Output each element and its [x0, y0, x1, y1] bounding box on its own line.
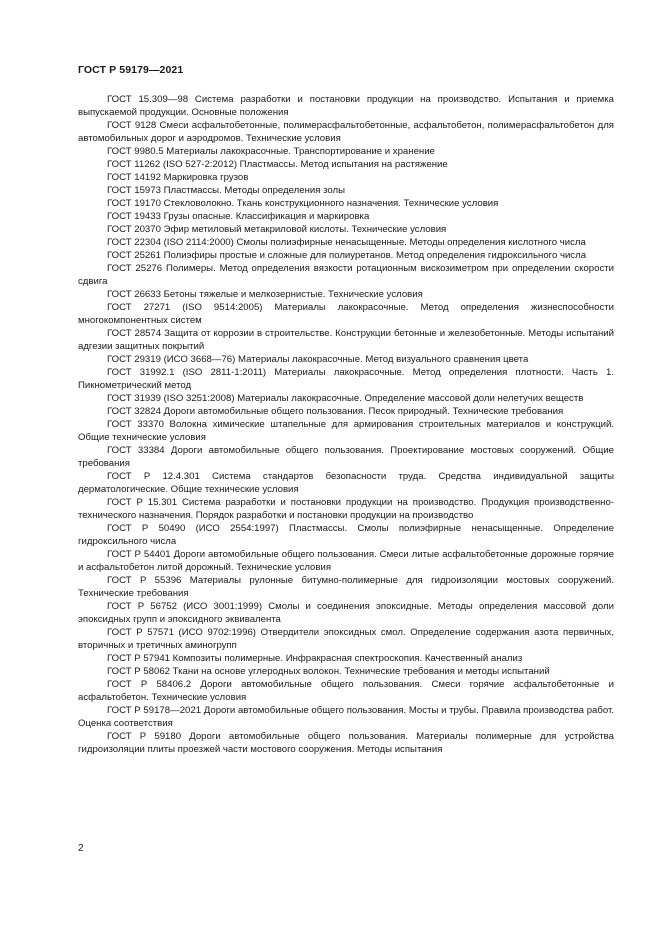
- document-header: ГОСТ Р 59179—2021: [78, 64, 184, 76]
- reference-entry: ГОСТ 26633 Бетоны тяжелые и мелкозернистые. Технические условия: [107, 289, 423, 300]
- reference-entry: ГОСТ 25261 Полиэфиры простые и сложные для полиуретанов. Метод определения гидроксильного числа: [107, 250, 587, 261]
- normative-references-list: [78, 93, 614, 756]
- reference-entry: ГОСТ Р 57571 (ИСО 9702:1996) Отвердители эпоксидных смол. Определение содержания азота первичных, вторичных и третичных аминогрупп: [78, 627, 614, 651]
- reference-entry: ГОСТ 9128 Смеси асфальтобетонные, полимерасфальтобетонные, асфальтобетон, полимерасфальтобетон для автомобильных дорог и аэродромов. Технические условия: [78, 120, 614, 144]
- reference-entry: ГОСТ 9980.5 Материалы лакокрасочные. Транспортирование и хранение: [107, 146, 435, 157]
- reference-entry: ГОСТ 15973 Пластмассы. Методы определения золы: [107, 185, 346, 196]
- reference-entry: ГОСТ 32824 Дороги автомобильные общего пользования. Песок природный. Технические требования: [107, 406, 564, 417]
- reference-entry: ГОСТ Р 50490 (ИСО 2554:1997) Пластмассы. Смолы полиэфирные ненасыщенные. Определение гидроксильного числа: [78, 523, 614, 547]
- reference-entry: ГОСТ Р 58062 Ткани на основе углеродных волокон. Технические требования и методы испытаний: [107, 666, 550, 677]
- reference-entry: ГОСТ Р 59180 Дороги автомобильные общего пользования. Материалы полимерные для устройства гидроизоляции плиты проезжей части мостового сооружения. Методы испытания: [78, 731, 614, 755]
- reference-entry: ГОСТ 19170 Стекловолокно. Ткань конструкционного назначения. Технические условия: [107, 198, 499, 209]
- reference-entry: ГОСТ 25276 Полимеры. Метод определения вязкости ротационным вискозиметром при определении скорости сдвига: [78, 263, 614, 287]
- reference-entry: ГОСТ 28574 Защита от коррозии в строительстве. Конструкции бетонные и железобетонные. Методы испытаний адгезии защитных покрытий: [78, 328, 614, 352]
- reference-entry: ГОСТ Р 56752 (ИСО 3001:1999) Смолы и соединения эпоксидные. Методы определения массовой доли эпоксидных групп и эпоксидного эквивалента: [78, 601, 614, 625]
- reference-entry: ГОСТ Р 12.4.301 Система стандартов безопасности труда. Средства индивидуальной защиты дерматологические. Общие технические условия: [78, 471, 614, 495]
- reference-entry: ГОСТ 22304 (ISO 2114:2000) Смолы полиэфирные ненасыщенные. Методы определения кислотного числа: [107, 237, 586, 248]
- reference-entry: ГОСТ 33370 Волокна химические штапельные для армирования строительных материалов и конструкций. Общие технические условия: [78, 419, 614, 443]
- reference-entry: ГОСТ 29319 (ИСО 3668—76) Материалы лакокрасочные. Метод визуального сравнения цвета: [107, 354, 529, 365]
- reference-entry: ГОСТ 20370 Эфир метиловый метакриловой кислоты. Технические условия: [107, 224, 447, 235]
- reference-entry: ГОСТ 11262 (ISO 527-2:2012) Пластмассы. Метод испытания на растяжение: [107, 159, 448, 170]
- reference-entry: ГОСТ Р 55396 Материалы рулонные битумно-полимерные для гидроизоляции мостовых сооружений. Технические требования: [78, 575, 614, 599]
- reference-entry: ГОСТ Р 57941 Композиты полимерные. Инфракрасная спектроскопия. Качественный анализ: [107, 653, 523, 664]
- reference-entry: ГОСТ Р 59178—2021 Дороги автомобильные общего пользования. Мосты и трубы. Правила производства работ. Оценка соответствия: [78, 705, 614, 729]
- reference-entry: ГОСТ 31939 (ISO 3251:2008) Материалы лакокрасочные. Определение массовой доли нелетучих веществ: [107, 393, 584, 404]
- reference-entry: ГОСТ 27271 (ISO 9514:2005) Материалы лакокрасочные. Метод определения жизнеспособности многокомпонентных систем: [78, 302, 614, 326]
- reference-entry: ГОСТ Р 54401 Дороги автомобильные общего пользования. Смеси литые асфальтобетонные дорожные горячие и асфальтобетон литой дорожный. Технические условия: [78, 549, 614, 573]
- reference-entry: ГОСТ 19433 Грузы опасные. Классификация и маркировка: [107, 211, 370, 222]
- reference-entry: ГОСТ 15.309—98 Система разработки и постановки продукции на производство. Испытания и приемка выпускаемой продукции. Основные положения: [78, 94, 614, 118]
- reference-entry: ГОСТ 14192 Маркировка грузов: [107, 172, 249, 183]
- reference-entry: ГОСТ 33384 Дороги автомобильные общего пользования. Проектирование мостовых сооружений. Общие требования: [78, 445, 614, 469]
- page-number: 2: [78, 843, 84, 854]
- reference-entry: ГОСТ 31992.1 (ISO 2811-1:2011) Материалы лакокрасочные. Метод определения плотности. Часть 1. Пикнометрический метод: [78, 367, 614, 391]
- reference-entry: ГОСТ Р 58406.2 Дороги автомобильные общего пользования. Смеси горячие асфальтобетонные и асфальтобетон. Технические условия: [78, 679, 614, 703]
- reference-entry: ГОСТ Р 15.301 Система разработки и постановки продукции на производство. Продукция производственно-технического назначения. Порядок разработки и постановки продукции на производство: [78, 497, 614, 521]
